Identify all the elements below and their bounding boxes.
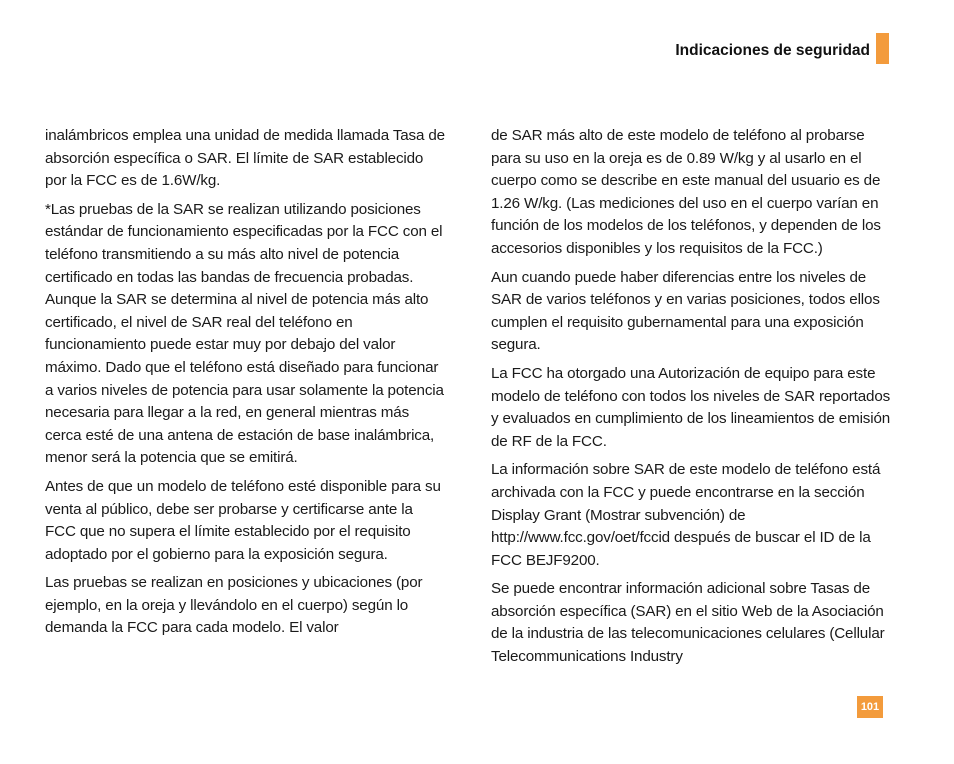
paragraph: La FCC ha otorgado una Autorización de equipo para este modelo de teléfono con todos los niveles de SAR reportados y evaluados en cumplimiento de los lineamientos de emisión de RF de la FCC. xyxy=(491,364,891,450)
right-text-column xyxy=(491,125,891,675)
paragraph: Se puede encontrar información adicional sobre Tasas de absorción específica (SAR) en el sitio Web de la Asociación de la industria de las telecomunicaciones celulares (Cellular Telecommunications Industry xyxy=(491,580,885,666)
page-header-title: Indicaciones de seguridad xyxy=(675,42,870,59)
paragraph: Antes de que un modelo de teléfono esté disponible para su venta al público, debe ser probarse y certificarse ante la FCC que no supera el límite establecido por el requisito adoptado por el gobierno para la exposición segura. xyxy=(45,477,441,563)
paragraph: inalámbricos emplea una unidad de medida llamada Tasa de absorción específica o SAR. El límite de SAR establecido por la FCC es de 1.6W/kg. xyxy=(45,127,445,190)
paragraph: de SAR más alto de este modelo de teléfono al probarse para su uso en la oreja es de 0.89 W/kg y al usarlo en el cuerpo como se describe en este manual del usuario es de 1.26 W/kg. (Las mediciones del uso en el cuerpo varían en función de los modelos de los teléfonos, y dependen de los accesorios disponibles y los requisitos de la FCC.) xyxy=(491,127,881,257)
left-text-column xyxy=(45,125,445,646)
paragraph: Las pruebas se realizan en posiciones y ubicaciones (por ejemplo, en la oreja y llevándolo en el cuerpo) según lo demanda la FCC para cada modelo. El valor xyxy=(45,574,423,637)
header-accent-tab xyxy=(876,33,889,64)
page-number-badge: 101 xyxy=(857,696,883,718)
paragraph: La información sobre SAR de este modelo de teléfono está archivada con la FCC y puede encontrarse en la sección Display Grant (Mostrar subvención) de http://www.fcc.gov/oet/fccid después de buscar el ID de la FCC BEJF9200. xyxy=(491,461,881,569)
paragraph: Aun cuando puede haber diferencias entre los niveles de SAR de varios teléfonos y en varias posiciones, todos ellos cumplen el requisito gubernamental para una exposición segura. xyxy=(491,268,880,354)
paragraph: *Las pruebas de la SAR se realizan utilizando posiciones estándar de funcionamiento especificadas por la FCC con el teléfono transmitiendo a su más alto nivel de potencia certificado en todas las bandas de frecuencia probadas. Aunque la SAR se determina al nivel de potencia más alto certificado, el nivel de SAR real del teléfono en funcionamiento puede estar muy por debajo del valor máximo. Dado que el teléfono está diseñado para funcionar a varios niveles de potencia para usar solamente la potencia necesaria para llegar a la red, en general mientras más cerca esté de una antena de estación de base inalámbrica, menor será la potencia que se emitirá. xyxy=(45,200,444,467)
